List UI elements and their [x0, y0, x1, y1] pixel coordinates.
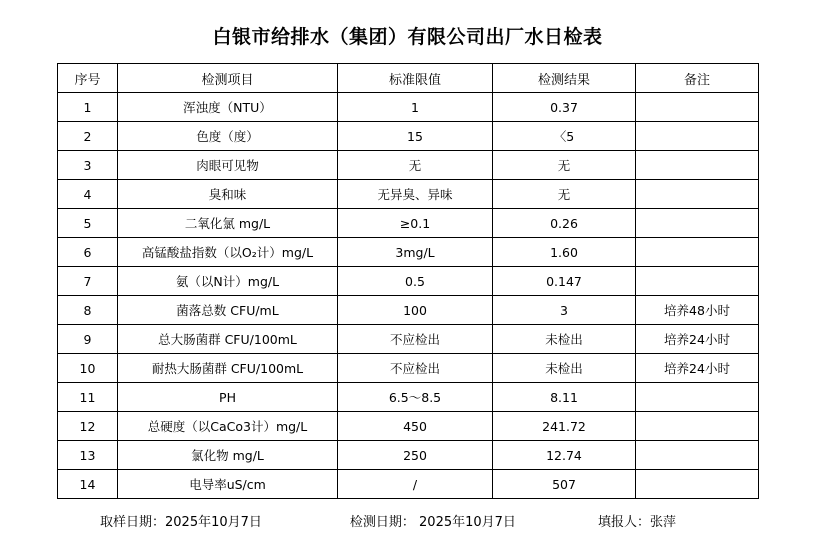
- cell-result: 8.11: [493, 383, 636, 412]
- cell-no: 2: [58, 122, 118, 151]
- table-row: [58, 383, 759, 412]
- column-header-no: 序号: [58, 64, 118, 93]
- table-row: [58, 93, 759, 122]
- cell-no: 6: [58, 238, 118, 267]
- cell-item: 浑浊度（NTU）: [118, 93, 338, 122]
- page-title: 白银市给排水（集团）有限公司出厂水日检表: [212, 26, 603, 48]
- cell-remark: [636, 470, 759, 499]
- table-row: [58, 209, 759, 238]
- table-header-row: [58, 64, 759, 93]
- cell-item: 总大肠菌群 CFU/100mL: [118, 325, 338, 354]
- column-header-remark: 备注: [636, 64, 759, 93]
- cell-result: 未检出: [493, 354, 636, 383]
- cell-item: 肉眼可见物: [118, 151, 338, 180]
- cell-no: 14: [58, 470, 118, 499]
- cell-remark: [636, 267, 759, 296]
- cell-limit: 无: [338, 151, 493, 180]
- column-header-result: 检测结果: [493, 64, 636, 93]
- cell-limit: 100: [338, 296, 493, 325]
- table-row: [58, 151, 759, 180]
- cell-limit: 0.5: [338, 267, 493, 296]
- cell-result: 3: [493, 296, 636, 325]
- cell-item: 氯化物 mg/L: [118, 441, 338, 470]
- cell-item: 菌落总数 CFU/mL: [118, 296, 338, 325]
- table-row: [58, 296, 759, 325]
- cell-limit: 3mg/L: [338, 238, 493, 267]
- table-body: [58, 93, 759, 499]
- table-row: [58, 267, 759, 296]
- cell-remark: 培养48小时: [636, 296, 759, 325]
- cell-limit: 450: [338, 412, 493, 441]
- cell-limit: 不应检出: [338, 325, 493, 354]
- cell-limit: 1: [338, 93, 493, 122]
- cell-limit: 无异臭、异味: [338, 180, 493, 209]
- cell-limit: /: [338, 470, 493, 499]
- cell-remark: [636, 441, 759, 470]
- cell-result: 〈5: [493, 122, 636, 151]
- cell-no: 9: [58, 325, 118, 354]
- cell-result: 0.147: [493, 267, 636, 296]
- cell-remark: [636, 151, 759, 180]
- footer-meta: [0, 499, 815, 530]
- cell-result: 12.74: [493, 441, 636, 470]
- column-header-limit: 标准限值: [338, 64, 493, 93]
- cell-item: 二氧化氯 mg/L: [118, 209, 338, 238]
- cell-item: 色度（度）: [118, 122, 338, 151]
- cell-no: 13: [58, 441, 118, 470]
- cell-item: 耐热大肠菌群 CFU/100mL: [118, 354, 338, 383]
- cell-item: 高锰酸盐指数（以O₂计）mg/L: [118, 238, 338, 267]
- table-header: [58, 64, 759, 93]
- cell-no: 10: [58, 354, 118, 383]
- cell-result: 1.60: [493, 238, 636, 267]
- table-row: [58, 122, 759, 151]
- cell-no: 5: [58, 209, 118, 238]
- table-row: [58, 325, 759, 354]
- cell-remark: [636, 412, 759, 441]
- filler-name: 填报人：张萍: [597, 515, 676, 530]
- cell-no: 1: [58, 93, 118, 122]
- cell-no: 8: [58, 296, 118, 325]
- cell-result: 无: [493, 180, 636, 209]
- cell-limit: 不应检出: [338, 354, 493, 383]
- water-quality-report-table: [57, 63, 759, 499]
- cell-limit: 6.5～8.5: [338, 383, 493, 412]
- cell-result: 无: [493, 151, 636, 180]
- cell-result: 0.26: [493, 209, 636, 238]
- cell-remark: [636, 180, 759, 209]
- cell-limit: ≥0.1: [338, 209, 493, 238]
- cell-result: 0.37: [493, 93, 636, 122]
- cell-limit: 15: [338, 122, 493, 151]
- cell-item: 臭和味: [118, 180, 338, 209]
- table-row: [58, 412, 759, 441]
- cell-remark: [636, 383, 759, 412]
- cell-result: 241.72: [493, 412, 636, 441]
- cell-item: 氨（以N计）mg/L: [118, 267, 338, 296]
- cell-item: 电导率uS/cm: [118, 470, 338, 499]
- cell-no: 7: [58, 267, 118, 296]
- cell-no: 4: [58, 180, 118, 209]
- cell-remark: [636, 93, 759, 122]
- cell-remark: [636, 238, 759, 267]
- cell-no: 12: [58, 412, 118, 441]
- cell-remark: [636, 209, 759, 238]
- cell-no: 3: [58, 151, 118, 180]
- cell-result: 507: [493, 470, 636, 499]
- sample-date: 取样日期：2025年10月7日: [100, 515, 262, 530]
- table-row: [58, 238, 759, 267]
- table-row: [58, 470, 759, 499]
- cell-no: 11: [58, 383, 118, 412]
- cell-item: 总硬度（以CaCo3计）mg/L: [118, 412, 338, 441]
- cell-remark: 培养24小时: [636, 325, 759, 354]
- cell-item: PH: [118, 383, 338, 412]
- table-row: [58, 354, 759, 383]
- column-header-item: 检测项目: [118, 64, 338, 93]
- table-row: [58, 441, 759, 470]
- test-date: 检测日期： 2025年10月7日: [349, 515, 516, 530]
- table-row: [58, 180, 759, 209]
- report-table-container: [0, 63, 815, 499]
- cell-remark: 培养24小时: [636, 354, 759, 383]
- cell-result: 未检出: [493, 325, 636, 354]
- cell-remark: [636, 122, 759, 151]
- cell-limit: 250: [338, 441, 493, 470]
